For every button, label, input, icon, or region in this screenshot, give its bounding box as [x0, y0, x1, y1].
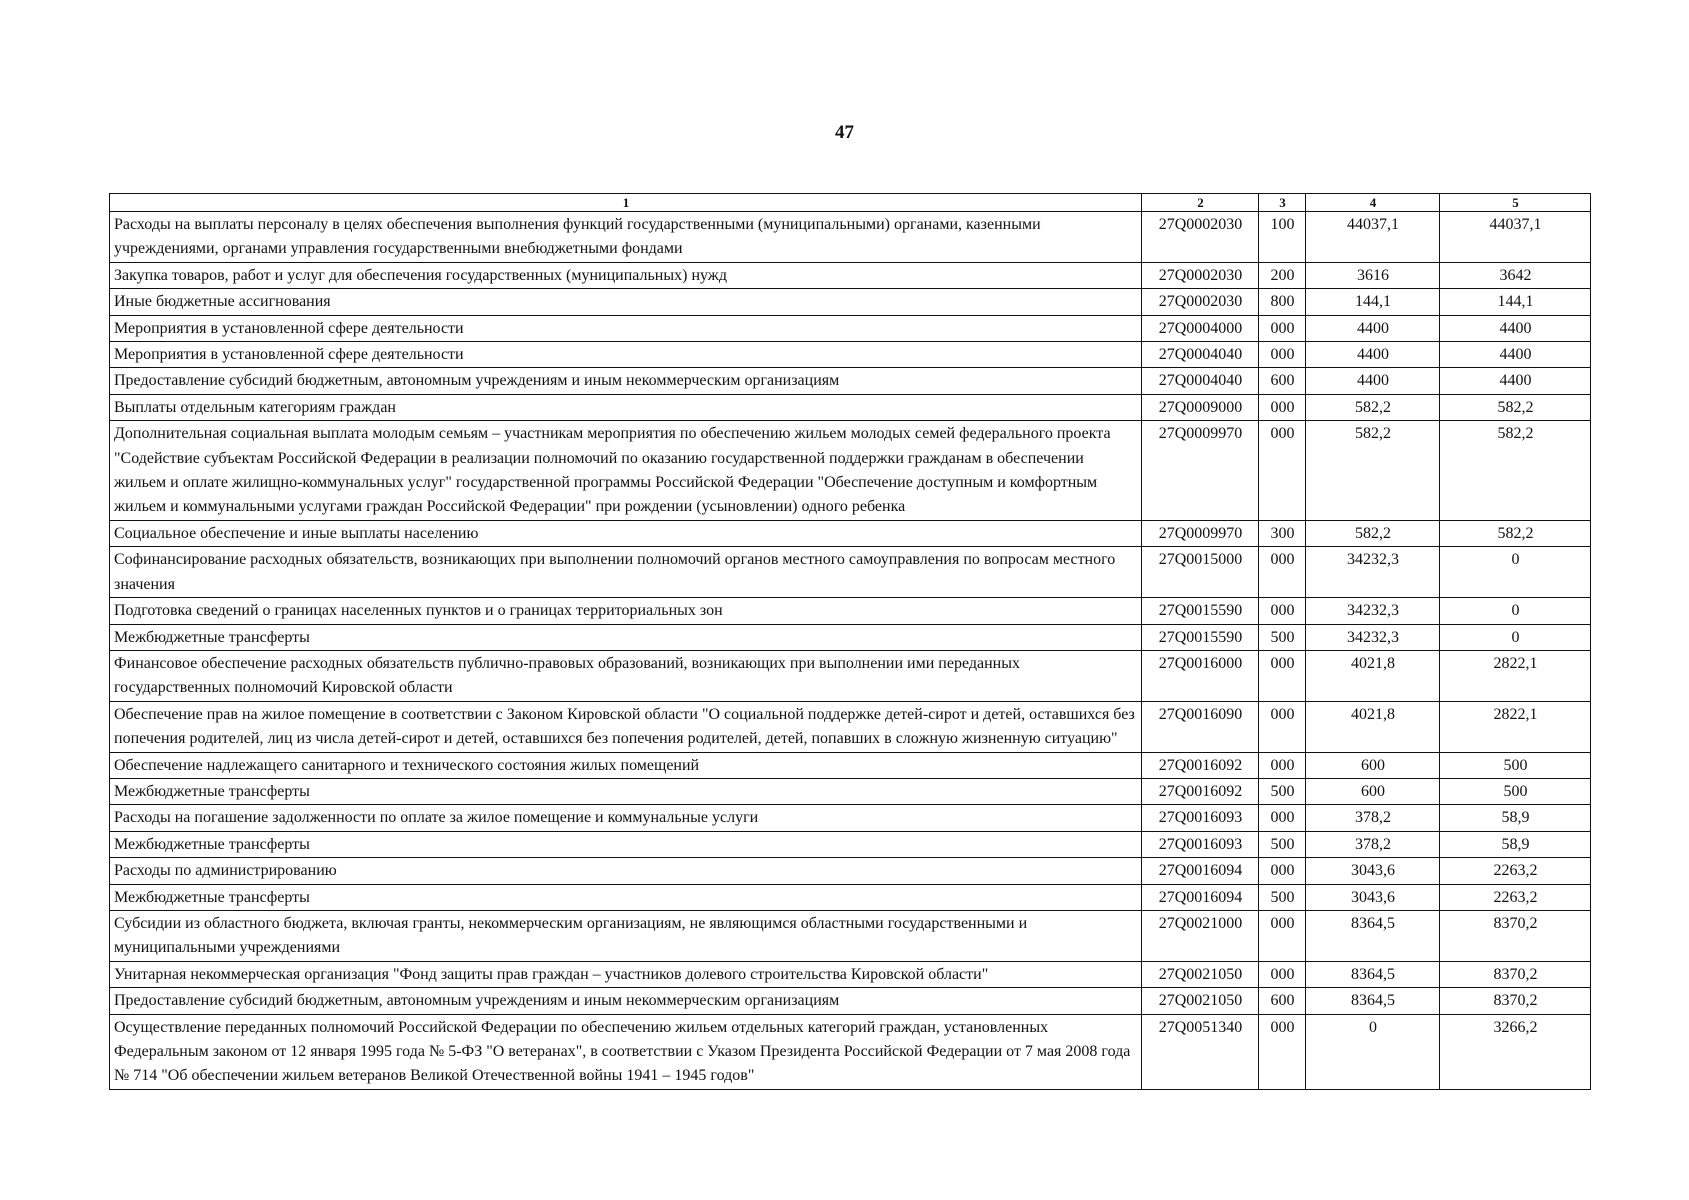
amount-col5-cell: 8370,2: [1440, 961, 1591, 987]
expense-type-cell: 600: [1259, 368, 1306, 394]
expense-type-cell: 500: [1259, 624, 1306, 650]
amount-col5-cell: 2263,2: [1440, 884, 1591, 910]
amount-col4-cell: 3616: [1306, 262, 1440, 288]
amount-col5-cell: 8370,2: [1440, 910, 1591, 961]
expense-type-cell: 000: [1259, 547, 1306, 598]
expense-type-cell: 500: [1259, 778, 1306, 804]
amount-col4-cell: 8364,5: [1306, 988, 1440, 1014]
table-row: [110, 315, 1591, 341]
table-row: [110, 394, 1591, 420]
amount-col4-cell: 34232,3: [1306, 624, 1440, 650]
name-cell: Унитарная некоммерческая организация "Фонд защиты прав граждан – участников долевого строительства Кировской области": [110, 961, 1142, 987]
page-number: 47: [835, 122, 854, 143]
amount-col4-cell: 582,2: [1306, 421, 1440, 521]
code-cell: 27Q0004000: [1142, 315, 1259, 341]
table-row: [110, 831, 1591, 857]
amount-col5-cell: 4400: [1440, 342, 1591, 368]
name-cell: Предоставление субсидий бюджетным, автономным учреждениям и иным некоммерческим организациям: [110, 988, 1142, 1014]
table-row: [110, 988, 1591, 1014]
column-header-1: 1: [110, 194, 1142, 212]
amount-col5-cell: 4400: [1440, 368, 1591, 394]
name-cell: Выплаты отдельным категориям граждан: [110, 394, 1142, 420]
table-row: [110, 752, 1591, 778]
table-row: [110, 884, 1591, 910]
code-cell: 27Q0021000: [1142, 910, 1259, 961]
expense-type-cell: 000: [1259, 342, 1306, 368]
amount-col5-cell: 44037,1: [1440, 212, 1591, 263]
expense-type-cell: 000: [1259, 858, 1306, 884]
name-cell: Финансовое обеспечение расходных обязательств публично-правовых образований, возникающих при выполнении ими переданных государственных полномочий Кировской области: [110, 650, 1142, 701]
amount-col4-cell: 8364,5: [1306, 961, 1440, 987]
code-cell: 27Q0002030: [1142, 212, 1259, 263]
table-row: [110, 368, 1591, 394]
name-cell: Мероприятия в установленной сфере деятельности: [110, 315, 1142, 341]
expense-type-cell: 000: [1259, 315, 1306, 341]
name-cell: Межбюджетные трансферты: [110, 778, 1142, 804]
amount-col4-cell: 0: [1306, 1014, 1440, 1089]
expense-type-cell: 000: [1259, 598, 1306, 624]
amount-col5-cell: 3266,2: [1440, 1014, 1591, 1089]
table-row: [110, 289, 1591, 315]
table-row: [110, 598, 1591, 624]
code-cell: 27Q0016093: [1142, 805, 1259, 831]
amount-col4-cell: 3043,6: [1306, 858, 1440, 884]
table-body: [110, 212, 1591, 1090]
name-cell: Межбюджетные трансферты: [110, 831, 1142, 857]
table-row: [110, 520, 1591, 546]
table-row: [110, 805, 1591, 831]
amount-col4-cell: 4400: [1306, 342, 1440, 368]
code-cell: 27Q0009970: [1142, 520, 1259, 546]
amount-col4-cell: 144,1: [1306, 289, 1440, 315]
amount-col5-cell: 3642: [1440, 262, 1591, 288]
code-cell: 27Q0004040: [1142, 342, 1259, 368]
amount-col5-cell: 582,2: [1440, 421, 1591, 521]
code-cell: 27Q0009970: [1142, 421, 1259, 521]
amount-col5-cell: 0: [1440, 624, 1591, 650]
amount-col5-cell: 500: [1440, 778, 1591, 804]
table-row: [110, 547, 1591, 598]
table-row: [110, 1014, 1591, 1089]
amount-col5-cell: 58,9: [1440, 805, 1591, 831]
amount-col4-cell: 4400: [1306, 368, 1440, 394]
amount-col5-cell: 0: [1440, 547, 1591, 598]
code-cell: 27Q0015590: [1142, 624, 1259, 650]
code-cell: 27Q0009000: [1142, 394, 1259, 420]
expense-type-cell: 000: [1259, 394, 1306, 420]
amount-col5-cell: 144,1: [1440, 289, 1591, 315]
expense-type-cell: 200: [1259, 262, 1306, 288]
expense-type-cell: 600: [1259, 988, 1306, 1014]
code-cell: 27Q0016094: [1142, 858, 1259, 884]
code-cell: 27Q0051340: [1142, 1014, 1259, 1089]
name-cell: Обеспечение прав на жилое помещение в соответствии с Законом Кировской области "О социальной поддержке детей-сирот и детей, оставшихся без попечения родителей, лиц из числа детей-сирот и детей, оставшихся без попечения родителей, детей, попавших в сложную жизненную ситуацию": [110, 701, 1142, 752]
table-row: [110, 910, 1591, 961]
amount-col5-cell: 0: [1440, 598, 1591, 624]
table-row: [110, 701, 1591, 752]
amount-col5-cell: 58,9: [1440, 831, 1591, 857]
amount-col4-cell: 4021,8: [1306, 650, 1440, 701]
amount-col4-cell: 600: [1306, 752, 1440, 778]
code-cell: 27Q0016092: [1142, 752, 1259, 778]
code-cell: 27Q0016093: [1142, 831, 1259, 857]
column-header-4: 4: [1306, 194, 1440, 212]
code-cell: 27Q0002030: [1142, 289, 1259, 315]
name-cell: Межбюджетные трансферты: [110, 884, 1142, 910]
amount-col5-cell: 500: [1440, 752, 1591, 778]
amount-col5-cell: 2822,1: [1440, 650, 1591, 701]
expense-type-cell: 000: [1259, 1014, 1306, 1089]
name-cell: Осуществление переданных полномочий Российской Федерации по обеспечению жильем отдельных категорий граждан, установленных Федеральным законом от 12 января 1995 года № 5-ФЗ "О ветеранах", в соответствии с Указом Президента Российской Федерации от 7 мая 2008 года № 714 "Об обеспечении жильем ветеранов Великой Отечественной войны 1941 – 1945 годов": [110, 1014, 1142, 1089]
name-cell: Расходы по администрированию: [110, 858, 1142, 884]
code-cell: 27Q0016094: [1142, 884, 1259, 910]
expense-type-cell: 500: [1259, 884, 1306, 910]
expense-type-cell: 500: [1259, 831, 1306, 857]
table-row: [110, 262, 1591, 288]
column-header-3: 3: [1259, 194, 1306, 212]
code-cell: 27Q0002030: [1142, 262, 1259, 288]
amount-col4-cell: 600: [1306, 778, 1440, 804]
expense-type-cell: 000: [1259, 961, 1306, 987]
amount-col4-cell: 378,2: [1306, 805, 1440, 831]
table-row: [110, 650, 1591, 701]
table-row: [110, 212, 1591, 263]
name-cell: Социальное обеспечение и иные выплаты населению: [110, 520, 1142, 546]
name-cell: Софинансирование расходных обязательств, возникающих при выполнении полномочий органов местного самоуправления по вопросам местного значения: [110, 547, 1142, 598]
budget-table: [109, 193, 1591, 1090]
amount-col4-cell: 34232,3: [1306, 598, 1440, 624]
code-cell: 27Q0021050: [1142, 988, 1259, 1014]
code-cell: 27Q0016090: [1142, 701, 1259, 752]
name-cell: Расходы на погашение задолженности по оплате за жилое помещение и коммунальные услуги: [110, 805, 1142, 831]
amount-col5-cell: 582,2: [1440, 520, 1591, 546]
name-cell: Обеспечение надлежащего санитарного и технического состояния жилых помещений: [110, 752, 1142, 778]
amount-col4-cell: 3043,6: [1306, 884, 1440, 910]
column-header-5: 5: [1440, 194, 1591, 212]
table-row: [110, 342, 1591, 368]
amount-col4-cell: 378,2: [1306, 831, 1440, 857]
expense-type-cell: 800: [1259, 289, 1306, 315]
code-cell: 27Q0016000: [1142, 650, 1259, 701]
expense-type-cell: 000: [1259, 701, 1306, 752]
amount-col5-cell: 8370,2: [1440, 988, 1591, 1014]
name-cell: Закупка товаров, работ и услуг для обеспечения государственных (муниципальных) нужд: [110, 262, 1142, 288]
amount-col4-cell: 582,2: [1306, 520, 1440, 546]
name-cell: Иные бюджетные ассигнования: [110, 289, 1142, 315]
table-row: [110, 961, 1591, 987]
expense-type-cell: 000: [1259, 910, 1306, 961]
table-row: [110, 778, 1591, 804]
amount-col5-cell: 582,2: [1440, 394, 1591, 420]
code-cell: 27Q0021050: [1142, 961, 1259, 987]
name-cell: Субсидии из областного бюджета, включая гранты, некоммерческим организациям, не являющимся областными государственными и муниципальными учреждениями: [110, 910, 1142, 961]
name-cell: Подготовка сведений о границах населенных пунктов и о границах территориальных зон: [110, 598, 1142, 624]
header-row: [110, 194, 1591, 212]
amount-col4-cell: 44037,1: [1306, 212, 1440, 263]
name-cell: Предоставление субсидий бюджетным, автономным учреждениям и иным некоммерческим организациям: [110, 368, 1142, 394]
amount-col5-cell: 2263,2: [1440, 858, 1591, 884]
amount-col4-cell: 582,2: [1306, 394, 1440, 420]
code-cell: 27Q0016092: [1142, 778, 1259, 804]
expense-type-cell: 300: [1259, 520, 1306, 546]
name-cell: Межбюджетные трансферты: [110, 624, 1142, 650]
amount-col4-cell: 34232,3: [1306, 547, 1440, 598]
name-cell: Дополнительная социальная выплата молодым семьям – участникам мероприятия по обеспечению жильем молодых семей федерального проекта "Содействие субъектам Российской Федерации в реализации полномочий по оказанию государственной поддержки гражданам в обеспечении жильем и оплате жилищно-коммунальных услуг" государственной программы Российской Федерации "Обеспечение доступным и комфортным жильем и коммунальными услугами граждан Российской Федерации" при рождении (усыновлении) одного ребенка: [110, 421, 1142, 521]
amount-col4-cell: 4021,8: [1306, 701, 1440, 752]
amount-col5-cell: 4400: [1440, 315, 1591, 341]
expense-type-cell: 000: [1259, 421, 1306, 521]
amount-col4-cell: 8364,5: [1306, 910, 1440, 961]
table-row: [110, 858, 1591, 884]
code-cell: 27Q0015590: [1142, 598, 1259, 624]
name-cell: Мероприятия в установленной сфере деятельности: [110, 342, 1142, 368]
column-header-2: 2: [1142, 194, 1259, 212]
table-row: [110, 421, 1591, 521]
expense-type-cell: 000: [1259, 752, 1306, 778]
code-cell: 27Q0015000: [1142, 547, 1259, 598]
amount-col4-cell: 4400: [1306, 315, 1440, 341]
expense-type-cell: 100: [1259, 212, 1306, 263]
amount-col5-cell: 2822,1: [1440, 701, 1591, 752]
code-cell: 27Q0004040: [1142, 368, 1259, 394]
expense-type-cell: 000: [1259, 650, 1306, 701]
expense-type-cell: 000: [1259, 805, 1306, 831]
name-cell: Расходы на выплаты персоналу в целях обеспечения выполнения функций государственными (муниципальными) органами, казенными учреждениями, органами управления государственными внебюджетными фондами: [110, 212, 1142, 263]
table-row: [110, 624, 1591, 650]
